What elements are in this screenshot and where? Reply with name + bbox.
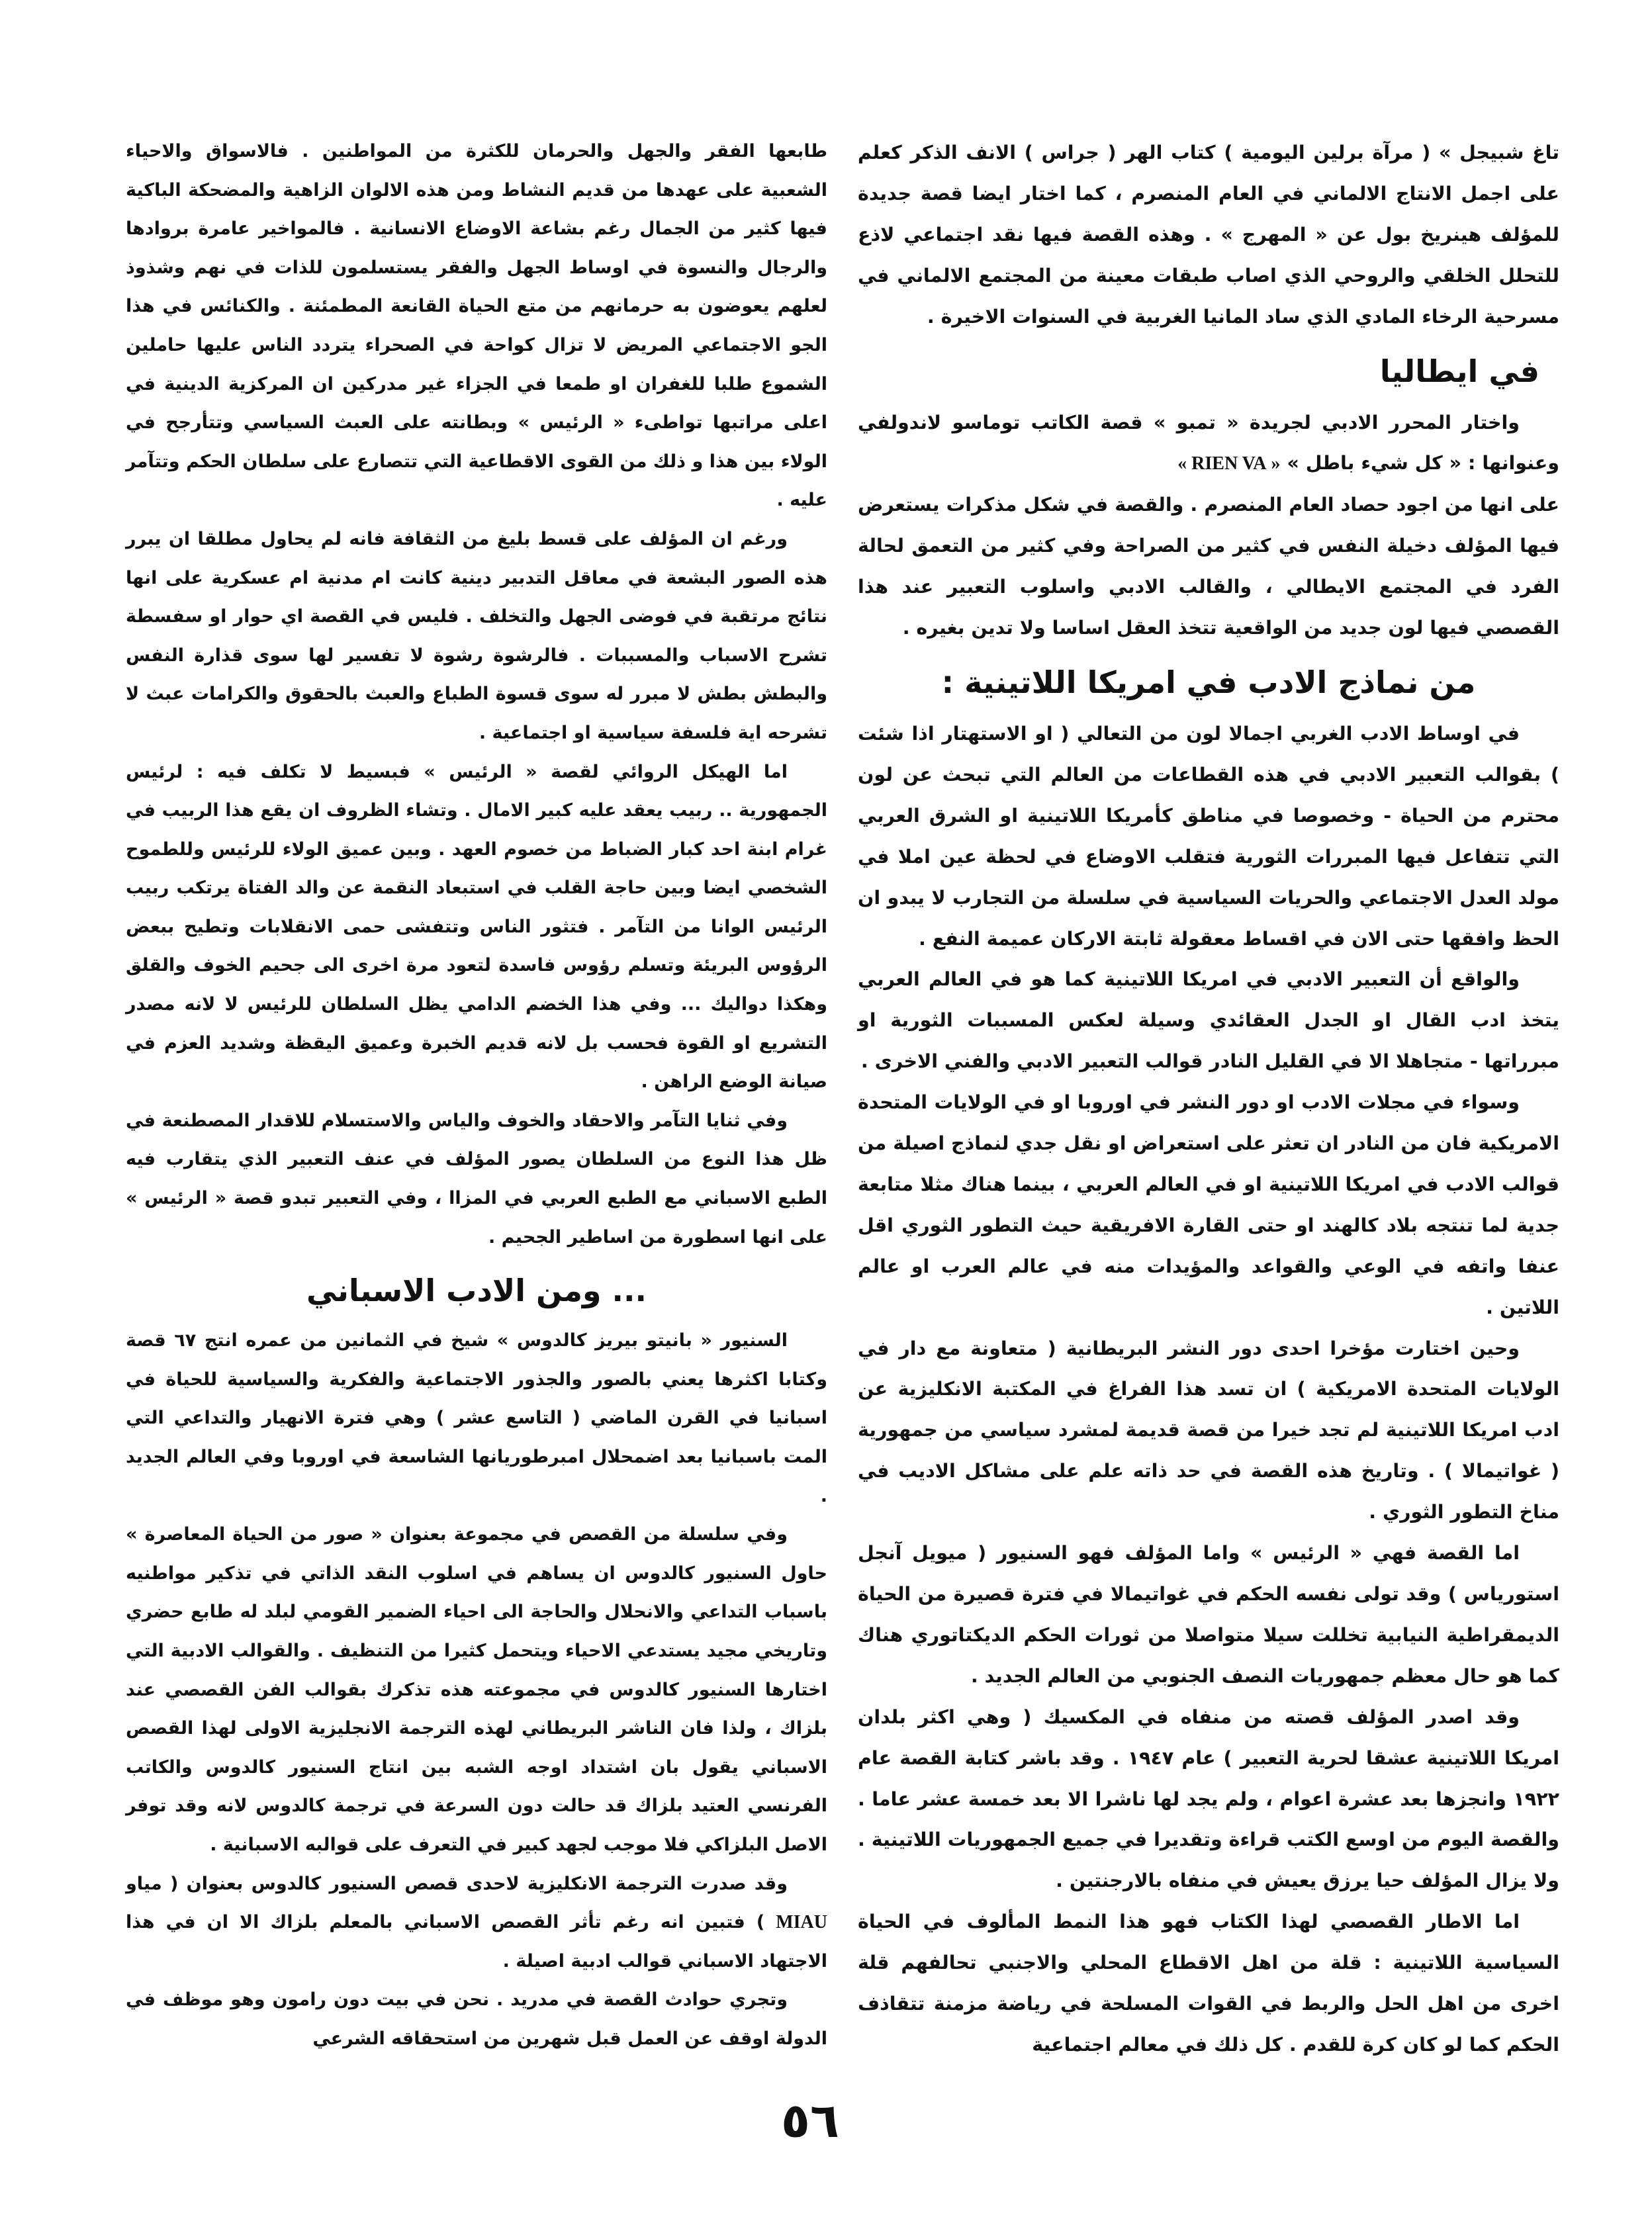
- paragraph-left-3: اما الهيكل الروائي لقصة « الرئيس » فبسيط لا تكلف فيه : لرئيس الجمهورية .. ربيب يعقد عليه كبير الامال . وتشاء الظروف ان يقع هذا الربيب في غرام ابنة احد كبار الضباط من خصوم العهد . وبين عميق الولاء للرئيس وللطموح الشخصي ايضا وبين حاجة القلب في استبعاد النقمة عن والد الفتاة يرتكب ربيب الرئيس الوانا من التآمر . فتثور الناس وتتفشى حمى الانقلابات وتطيح ببعض الرؤوس البريئة وتسلم رؤوس فاسدة لتعود مرة اخرى الى جحيم الخوف والقلق وهكذا دواليك ... وفي هذا الخضم الدامي يظل السلطان للرئيس لا لانه مصدر التشريع او القوة فحسب بل لانه قديم الخبرة وعميق اليقظة وشديد العزم في صيانة الوضع الراهن .: [126, 761, 827, 1093]
- spanish-3-text-a: وقد صدرت الترجمة الانكليزية لاحدى قصص السنيور كالدوس بعنوان ( مياو: [126, 1873, 788, 1894]
- paragraph-left-1: طابعها الفقر والجهل والحرمان للكثرة من المواطنين . فالاسواق والاحياء الشعبية على عهدها من قديم النشاط ومن هذه الالوان الزاهية والمضحكة الباكية فيها كثير من الجمال رغم بشاعة الاوضاع الانسانية . فالمواخير عامرة بروادها والرجال والنسوة في اوساط الجهل والفقر يستسلمون للذات في نهم وشذوذ لعلهم يعوضون به حرمانهم من متع الحياة القانعة المطمئنة . والكنائس في هذا الجو الاجتماعي المريض لا تزال كواحة في الصحراء يتردد الناس عليها حاملين الشموع طلبا للغفران او طمعا في الجزاء غير مدركين ان المركزية الدينية في اعلى مراتبها تواطىء « الرئيس » وبطانته على العبث السياسي وتتأرجح في الولاء بين هذا و ذلك من القوى الاقطاعية التي تتصارع على سلطان الحكم وتتآمر عليه .: [126, 141, 827, 511]
- paragraph-spanish-1: السنيور « بانيتو بيريز كالدوس » شيخ في الثمانين من عمره انتج ٦٧ قصة وكتابا اكثرها يعني بالصور والجذور الاجتماعية والفكرية والسياسية للحياة في اسبانيا في القرن الماضي ( التاسع عشر ) وهي فترة الانهيار والتداعي التي المت باسبانيا بعد اضمحلال امبرطوريانها الشاسعة في اوروبا وفي العالم الجديد .: [126, 1330, 827, 1506]
- spanish-3-text-b: ) فتبين انه رغم تأثر القصص الاسباني بالمعلم بلزاك الا ان في هذا الاجتهاد الاسباني قوالب ادبية اصيلة .: [126, 1912, 827, 1972]
- paragraph-intro: تاغ شبيجل » ( مرآة برلين اليومية ) كتاب الهر ( جراس ) الانف الذكر كعلم على اجمل الانتاج الالماني في العام المنصرم ، كما اختار ايضا قصة جديدة للمؤلف هينريخ بول عن « المهرج » . وهذه القصة فيها نقد اجتماعي لاذع للتحلل الخلقي والروحي الذي اصاب طبقات معينة من المجتمع الالماني في مسرحية الرخاء المادي الذي ساد المانيا الغربية في السنوات الاخيرة .: [858, 142, 1559, 328]
- page-number: ٥٦: [781, 2093, 839, 2148]
- paragraph-la-2: والواقع أن التعبير الادبي في امريكا اللاتينية كما هو في العالم العربي يتخذ ادب القال او الجدل العقائدي وسيلة لعكس المسببات الثورية او مبرراتها - متجاهلا الا في القليل النادر قوالب التعبير الادبي والفني الاخرى .: [858, 968, 1559, 1073]
- paragraph-la-3: وسواء في مجلات الادب او دور النشر في اوروبا او في الولايات المتحدة الامريكية فان من النادر ان تعثر على استعراض او نقل جدي لنماذج اصيلة من قوالب الادب في امريكا اللاتينية او في العالم العربي ، بينما هناك مثلا متابعة جدية لما تنتجه بلاد كالهند او حتى القارة الافريقية حيث التطور الثوري اقل عنفا واتفه في الوعي والقواعد والمؤيدات منه في عالم العرب او عالم اللاتين .: [858, 1091, 1559, 1318]
- heading-spanish: ... ومن الادب الاسباني: [306, 1273, 647, 1309]
- paragraph-la-1: في اوساط الادب الغربي اجمالا لون من التعالي ( او الاستهتار اذا شئت ) بقوالب التعبير الادبي في هذه القطاعات من العالم التي تبحث عن لون محترم من الحياة - وخصوصا في مناطق كأمريكا اللاتينية او الشرق العربي التي تتفاعل فيها المبررات الثورية فتقلب الاوضاع في لحظة عين املا في مولد العدل الاجتماعي والحريات السياسية في سلسلة من التجارب لا يبدو ان الحظ وافقها حتى الان في اقساط معقولة ثابتة الاركان عميمة النفع .: [858, 722, 1559, 950]
- heading-latin-america: من نماذج الادب في امريكا اللاتينية :: [941, 664, 1476, 700]
- italy-latin-title: « RIEN VA »: [1177, 453, 1281, 475]
- paragraph-la-4: وحين اختارت مؤخرا احدى دور النشر البريطانية ( متعاونة مع دار في الولايات المتحدة الامريكية ) ان تسد هذا الفراغ في المكتبة الانكليزية عن ادب امريكا اللاتينية لم تجد خيرا من قصة قديمة لمشرد سياسي من جمهورية ( غواتيمالا ) . وتاريخ هذه القصة في حد ذاته علم على مشاكل الاديب في مناخ التطور الثوري .: [858, 1337, 1559, 1523]
- paragraph-left-4: وفي ثنايا التآمر والاحقاد والخوف والياس والاستسلام للاقدار المصطنعة في ظل هذا النوع من السلطان يصور المؤلف في عنف التعبير الذي يتقارب فيه الطبع الاسباني مع الطبع العربي في المزاا ، وفي التعبير تبدو قصة « الرئيس » على انها اسطورة من اساطير الجحيم .: [126, 1110, 827, 1248]
- left-column: [126, 132, 827, 2059]
- paragraph-spanish-3: [126, 1865, 827, 1981]
- paragraph-italy-2: على انها من اجود حصاد العام المنصرم . والقصة في شكل مذكرات يستعرض فيها المؤلف دخيلة النفس في كثير من الصراحة وفي كثير من التعمق لحالة الفرد في المجتمع الايطالي ، والقالب الادبي واسلوب التعبير عند هذا القصصي فيها لون جديد من الواقعية تتخذ العقل اساسا ولا تدين بغيره .: [858, 494, 1559, 639]
- paragraph-la-7: اما الاطار القصصي لهذا الكتاب فهو هذا النمط المألوف في الحياة السياسية اللاتينية : قلة من اهل الاقطاع المحلي والاجنبي تحالفهم قلة اخرى من اهل الحل والربط في القوات المسلحة في رياضة مزمنة تتقاذف الحكم كما لو كان كرة للقدم . كل ذلك في معالم اجتماعية: [858, 1911, 1559, 2056]
- italy-text-1: واختار المحرر الادبي لجريدة « تمبو » قصة الكاتب توماسو لاندولفي وعنوانها : « كل شيء باطل »: [858, 411, 1559, 475]
- paragraph-la-6: وقد اصدر المؤلف قصته من منفاه في المكسيك ( وهي اكثر بلدان امريكا اللاتينية عشقا لحرية التعبير ) عام ١٩٤٧ . وقد باشر كتابة القصة عام ١٩٢٢ وانجزها بعد عشرة اعوام ، ولم يجد لها ناشرا الا بعد خمسة عشر عاما . والقصة اليوم من اوسع الكتب قراءة وتقديرا في جميع الجمهوريات اللاتينية . ولا يزال المؤلف حيا يرزق يعيش في منفاه بالارجنتين .: [858, 1705, 1559, 1892]
- paragraph-spanish-4: وتجري حوادث القصة في مدريد . نحن في بيت دون رامون وهو موظف في الدولة اوقف عن العمل قبل شهرين من استحقاقه الشرعي: [126, 1989, 827, 2049]
- heading-italy: في ايطاليا: [1379, 353, 1539, 389]
- paragraph-la-5: اما القصة فهي « الرئيس » واما المؤلف فهو السنيور ( ميويل آنجل استورياس ) وقد تولى نفسه الحكم في غواتيمالا في فترة قصيرة من الحياة الديمقراطية النيابية تخللت سيلا متواصلا من ثورات الحكم الديكتاتوري هناك كما هو حال معظم جمهوريات النصف الجنوبي من العالم الجديد .: [858, 1542, 1559, 1687]
- paragraph-left-2: ورغم ان المؤلف على قسط بليغ من الثقافة فانه لم يحاول مطلقا ان يبرر هذه الصور البشعة في معاقل التدبير دينية كانت ام مدنية ام عسكرية على انها نتائج مرتقبة في فوضى الجهل والتخلف . فليس في القصة اي حوار او سفسطة تشرح الاسباب والمسببات . فالرشوة رشوة لا تفسير لها سوى قذارة النفس والبطش بطش لا مبرر له سوى قسوة الطباع والعبث بالحقوق والكرامات عبث لا تشرحه اية فلسفة سياسية او اجتماعية .: [126, 528, 827, 743]
- right-column: [858, 132, 1559, 2065]
- miau-latin-title: MIAU: [776, 1912, 827, 1933]
- paragraph-italy-1: [858, 402, 1559, 485]
- paragraph-spanish-2: وفي سلسلة من القصص في مجموعة بعنوان « صور من الحياة المعاصرة » حاول السنيور كالدوس ان يساهم في اسلوب النقد الذاتي في تذكير مواطنيه باسباب التداعي والانحلال والحاجة الى احياء الضمير القومي لبلد له طابع حضري وتاريخي مجيد يستدعي الاحياء ويتحمل كثيرا من التنظيف . والقوالب الادبية التي اختارها السنيور كالدوس في مجموعته هذه تذكرك بقوالب الفن القصصي عند بلزاك ، ولذا فان الناشر البريطاني لهذه الترجمة الانجليزية الاولى لهذا القصص الاسباني يقول بان اشتداد اوجه الشبه بين انتاج السنيور كالدوس والكاتب الفرنسي العتيد بلزاك قد حالت دون السرعة في ترجمة كالدوس لانه وقد توفر الاصل البلزاكي فلا موجب لجهد كبير في التعرف على قوالبه الاسبانية .: [126, 1524, 827, 1855]
